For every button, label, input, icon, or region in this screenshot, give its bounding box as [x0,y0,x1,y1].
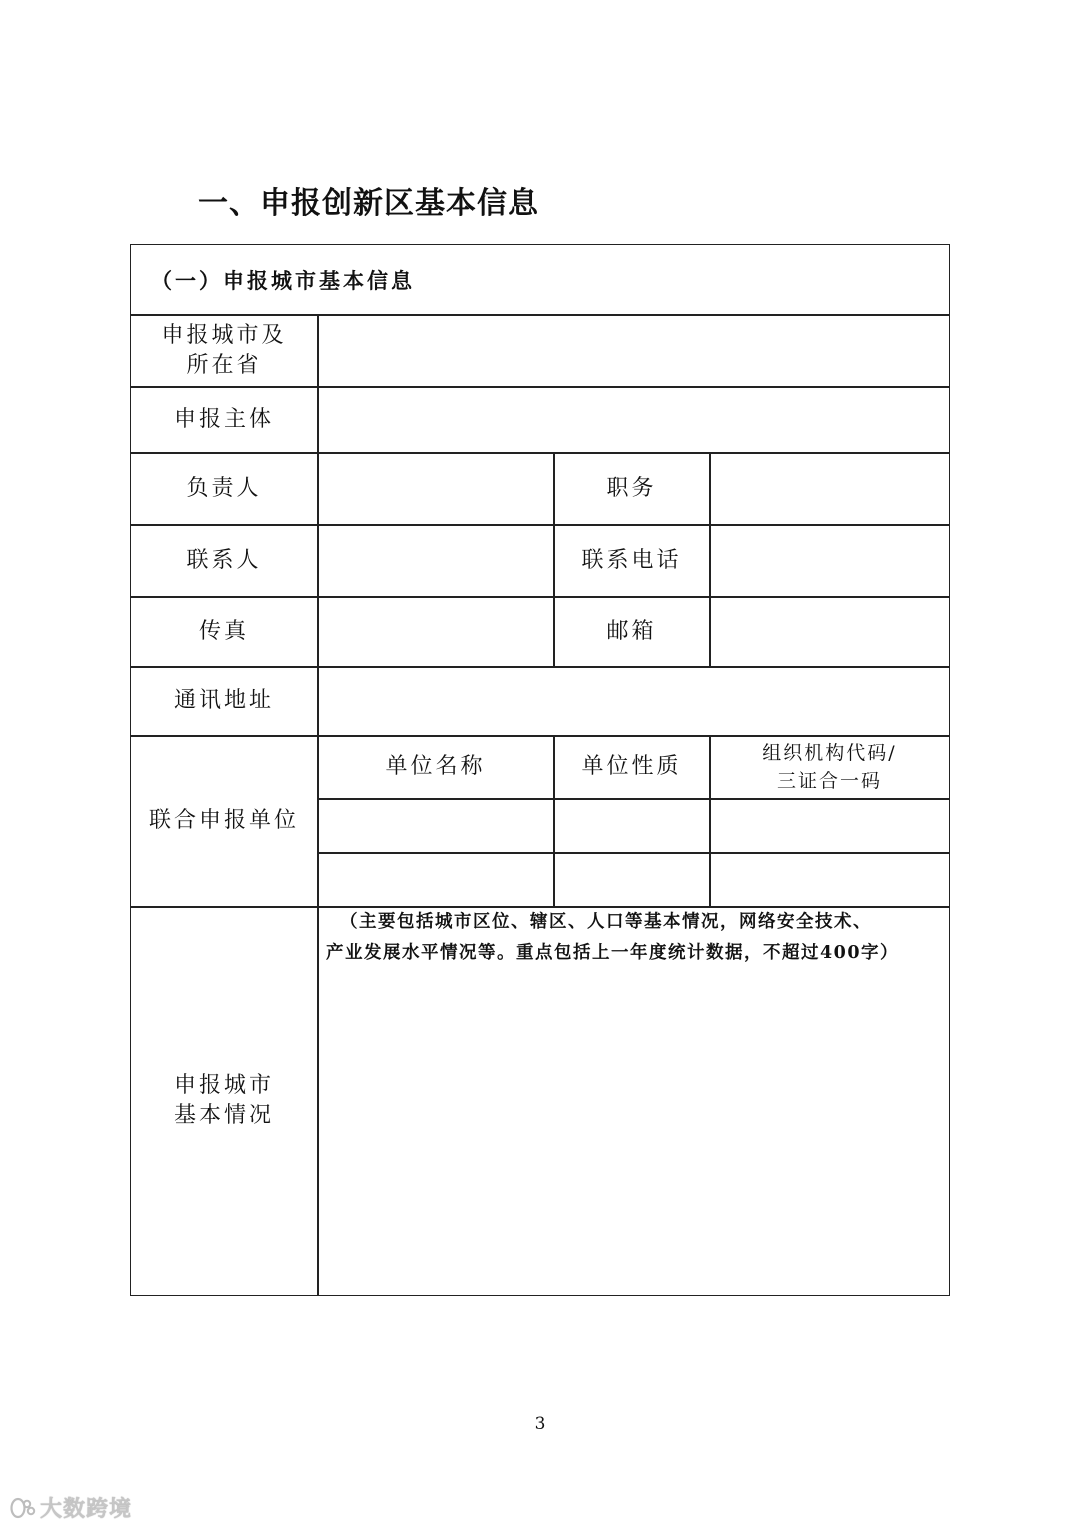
input-address[interactable] [318,667,949,735]
page-number: 3 [534,1414,546,1434]
city-situation-hint [326,907,941,969]
label-fax: 传真 [198,618,249,644]
input-fax[interactable] [318,597,553,666]
basic-info-form [130,244,950,1296]
label-address: 通讯地址 [173,688,274,713]
form-subtitle: （一）申报城市基本信息 [151,269,415,293]
hint-line: （主要包括城市区位、辖区、人口等基本情况，网络安全技术、 [340,912,872,932]
label-person-in-charge: 负责人 [186,475,262,501]
header-org-code: 组织机构代码/ 三证合一码 [762,742,897,792]
input-email[interactable] [710,597,949,666]
label-applicant: 申报主体 [173,406,274,432]
input-city-basic-situation[interactable] [318,975,949,1295]
input-person-in-charge[interactable] [318,453,553,524]
section-title: 一、申报创新区基本信息 [198,186,539,221]
brand-logo-icon [10,1497,36,1519]
input-joint-unit-code[interactable] [710,799,949,852]
input-joint-unit-name[interactable] [318,853,553,906]
input-joint-unit-code[interactable] [710,853,949,906]
input-contact-phone[interactable] [710,525,949,596]
label-email: 邮箱 [606,618,657,644]
input-position[interactable] [710,453,949,524]
label-city-province: 申报城市及 所在省 [161,322,287,378]
label-position: 职务 [606,475,657,501]
input-joint-unit-nature[interactable] [554,853,709,906]
hint-line: 产业发展水平情况等。重点包括上一年度统计数据，不超过400字） [326,943,900,963]
watermark [10,1492,132,1523]
header-unit-nature: 单位性质 [581,754,682,779]
label-city-basic-situation: 申报城市 基本情况 [173,1073,274,1128]
input-joint-unit-name[interactable] [318,799,553,852]
input-joint-unit-nature[interactable] [554,799,709,852]
label-contact-person: 联系人 [186,547,262,573]
input-applicant[interactable] [318,387,949,452]
watermark-text: 大数跨境 [40,1497,133,1522]
input-contact-person[interactable] [318,525,553,596]
label-contact-phone: 联系电话 [581,547,682,573]
label-joint-units: 联合申报单位 [148,808,299,833]
header-unit-name: 单位名称 [385,754,486,779]
input-city-province[interactable] [318,315,949,386]
